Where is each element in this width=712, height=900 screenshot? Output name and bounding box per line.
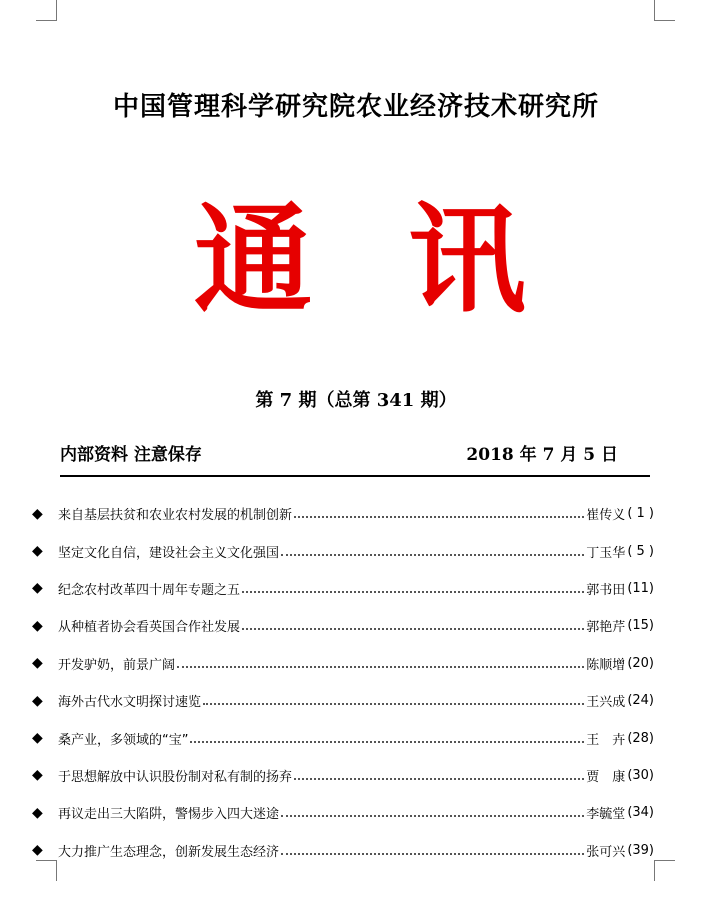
dot-leader: [177, 665, 584, 668]
toc-item-author: 陈顺增: [586, 657, 626, 673]
dot-leader: [294, 515, 584, 518]
diamond-bullet-icon: ◆: [32, 617, 43, 634]
toc-item-title: 坚定文化自信，建设社会主义文化强国: [58, 545, 280, 561]
diamond-bullet-icon: ◆: [32, 543, 43, 560]
toc-item-author: 王兴成: [586, 695, 626, 711]
masthead-char-xun: 讯: [408, 190, 527, 329]
toc-item-page: (30): [627, 767, 654, 783]
toc-item[interactable]: [32, 532, 654, 569]
dot-leader: [190, 740, 584, 743]
dot-leader: [242, 627, 584, 630]
toc-item-author: 李毓堂: [586, 807, 626, 823]
toc-item-author: 贾 康: [586, 769, 626, 785]
toc-item[interactable]: [32, 719, 654, 756]
toc-item[interactable]: [32, 607, 654, 644]
toc-item-title: 开发驴奶，前景广阔: [58, 657, 176, 673]
toc-item-title: 大力推广生态理念，创新发展生态经济: [58, 844, 280, 860]
internal-note: 内部资料 注意保存: [60, 445, 202, 465]
issue-number: 第 7 期（总第 341 期）: [255, 390, 457, 411]
toc-item-title: 于思想解放中认识股份制对私有制的扬弃: [58, 769, 293, 785]
organization-title: 中国管理科学研究院农业经济技术研究所: [112, 92, 599, 122]
toc-item[interactable]: [32, 794, 654, 831]
toc-item[interactable]: [32, 570, 654, 607]
dot-leader: [281, 814, 584, 817]
toc-item-page: (11): [627, 580, 654, 596]
toc-item-page: (15): [627, 618, 654, 634]
diamond-bullet-icon: ◆: [32, 804, 43, 821]
diamond-bullet-icon: ◆: [32, 580, 43, 597]
toc-item-author: 王 卉: [586, 732, 626, 748]
toc-item-page: (24): [627, 693, 654, 709]
dot-leader: [281, 553, 584, 556]
toc-item[interactable]: [32, 757, 654, 794]
toc-item-page: (39): [627, 842, 654, 858]
diamond-bullet-icon: ◆: [32, 692, 43, 709]
toc-item-title: 海外古代水文明探讨速览: [58, 695, 202, 711]
toc-item[interactable]: [32, 495, 654, 532]
toc-item-author: 郭书田: [586, 582, 626, 598]
toc-item-title: 从种植者协会看英国合作社发展: [58, 620, 241, 636]
header-divider: [60, 475, 650, 477]
toc-item-page: ( 5 ): [627, 543, 654, 559]
toc-item[interactable]: [32, 645, 654, 682]
crop-mark-top-right: [654, 0, 675, 21]
dot-leader: [294, 777, 584, 780]
diamond-bullet-icon: ◆: [32, 767, 43, 784]
toc-item-author: 郭艳芹: [586, 620, 626, 636]
toc-item[interactable]: [32, 682, 654, 719]
diamond-bullet-icon: ◆: [32, 505, 43, 522]
crop-mark-top-left: [36, 0, 57, 21]
publication-date: 2018 年 7 月 5 日: [466, 445, 618, 465]
crop-mark-bottom-right: [654, 860, 675, 881]
toc-item[interactable]: [32, 832, 654, 869]
toc-item-page: (34): [627, 805, 654, 821]
toc-item-page: ( 1 ): [627, 506, 654, 522]
dot-leader: [281, 852, 584, 855]
toc-item-title: 来自基层扶贫和农业农村发展的机制创新: [58, 508, 293, 524]
masthead-char-tong: 通: [194, 190, 313, 329]
table-of-contents: [32, 495, 654, 869]
toc-item-title: 再议走出三大陷阱，警惕步入四大迷途: [58, 807, 280, 823]
toc-item-author: 丁玉华: [586, 545, 626, 561]
toc-item-title: 桑产业，多领域的“宝”: [58, 732, 189, 748]
diamond-bullet-icon: ◆: [32, 842, 43, 859]
toc-item-author: 崔传义: [586, 508, 626, 524]
dot-leader: [203, 702, 584, 705]
diamond-bullet-icon: ◆: [32, 730, 43, 747]
toc-item-author: 张可兴: [586, 844, 626, 860]
toc-item-page: (20): [627, 655, 654, 671]
diamond-bullet-icon: ◆: [32, 655, 43, 672]
toc-item-title: 纪念农村改革四十周年专题之五: [58, 582, 241, 598]
dot-leader: [242, 590, 584, 593]
toc-item-page: (28): [627, 730, 654, 746]
